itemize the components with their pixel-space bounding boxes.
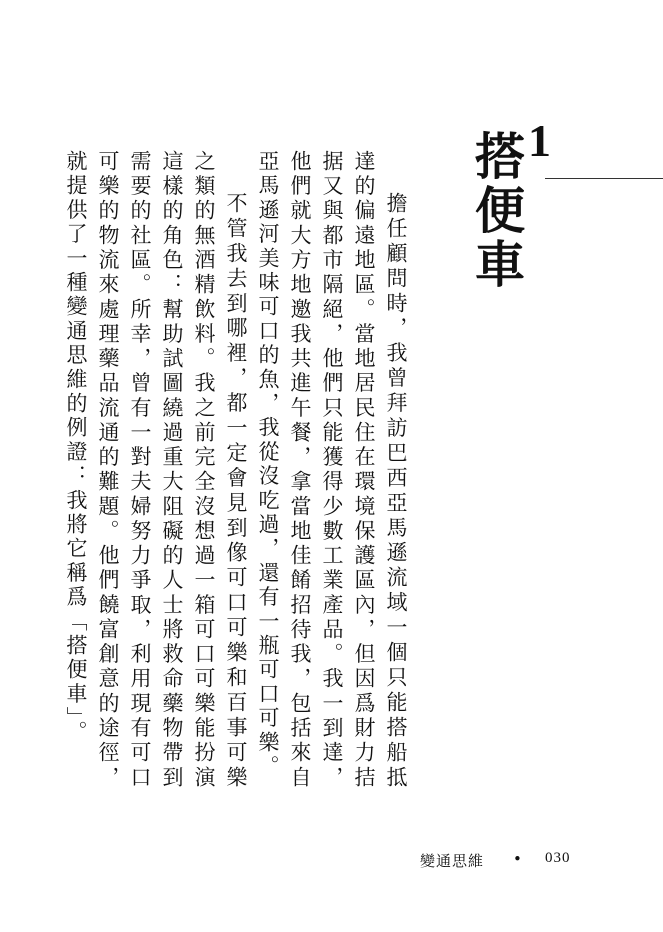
page-footer <box>0 850 663 874</box>
paragraph-2: 不管我去到哪裡，都一定會見到像可口可樂和百事可樂之類的無酒精飲料。我之前完全沒想過一箱可口可樂能扮演這樣的角色：幫助試圖繞過重大阻礙的人士將救命藥物帶到需要的社區。所幸，曾有一對夫婦努力爭取，利用現有可口可樂的物流來處理藥品流通的難題。他們饒富創意的途徑，就提供了一種變通思維的例證：我將它稱爲「搭便車」。 <box>64 150 248 790</box>
footer-separator: • <box>513 850 522 868</box>
page-number: 030 <box>545 850 571 866</box>
chapter-number: 1 <box>528 115 551 166</box>
chapter-title: 搭便車 <box>467 130 526 292</box>
paragraph-1: 擔任顧問時，我曾拜訪巴西亞馬遜流域一個只能搭船抵達的偏遠地區。當地居民住在環境保護區內，但因爲財力拮据又與都市隔絕，他們只能獲得少數工業產品。我一到達，他們就大方地邀我共進午餐，拿當地佳餚招待我，包括來自亞馬遜河美味可口的魚，我從沒吃過，還有一瓶可口可樂。 <box>256 150 408 790</box>
chapter-rule <box>545 178 663 179</box>
running-book-title: 變通思維 <box>420 852 485 870</box>
body-text <box>64 150 412 790</box>
